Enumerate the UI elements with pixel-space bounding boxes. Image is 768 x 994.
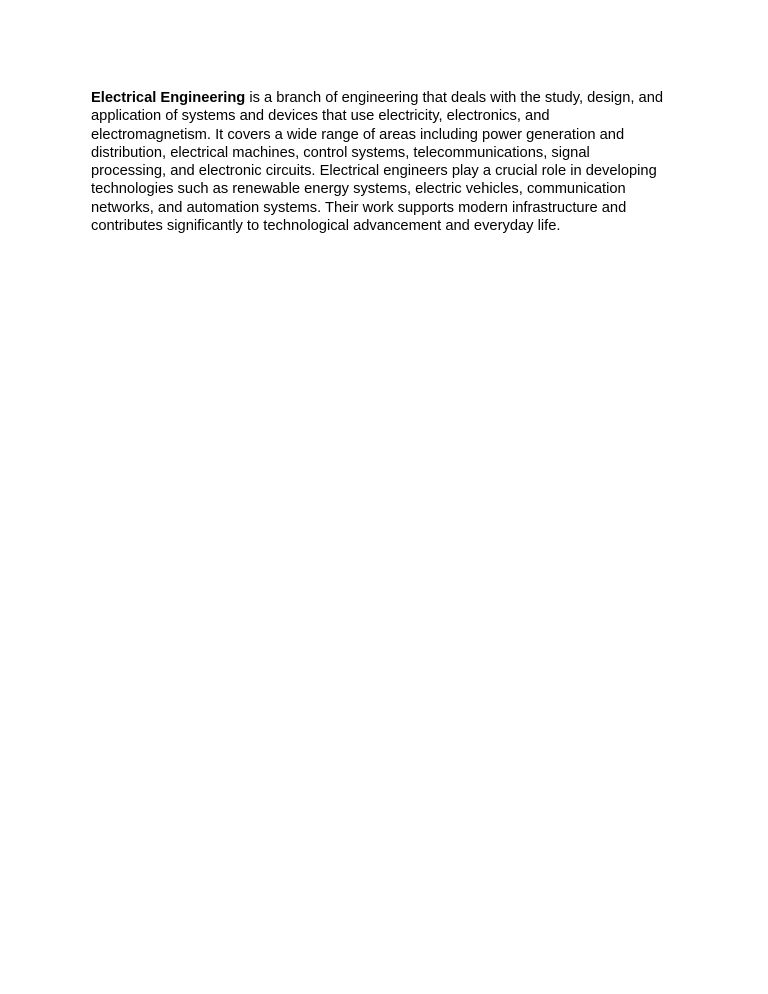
lead-term: Electrical Engineering (91, 90, 246, 106)
paragraph-line-1: is a branch of engineering that deals with the study, design, and (245, 90, 664, 106)
paragraph-line-7: networks, and automation systems. Their work supports modern infrastructure and (91, 199, 627, 216)
body-paragraph (91, 89, 691, 235)
paragraph-line-6: technologies such as renewable energy systems, electric vehicles, communication (91, 181, 626, 198)
paragraph-line-8: contributes significantly to technological advancement and everyday life. (91, 218, 561, 235)
paragraph-line-5: processing, and electronic circuits. Electrical engineers play a crucial role in developing (91, 163, 657, 180)
paragraph-line-2: application of systems and devices that use electricity, electronics, and (91, 108, 550, 125)
paragraph-line-3: electromagnetism. It covers a wide range of areas including power generation and (91, 126, 625, 143)
paragraph-line-4: distribution, electrical machines, control systems, telecommunications, signal (91, 144, 590, 161)
